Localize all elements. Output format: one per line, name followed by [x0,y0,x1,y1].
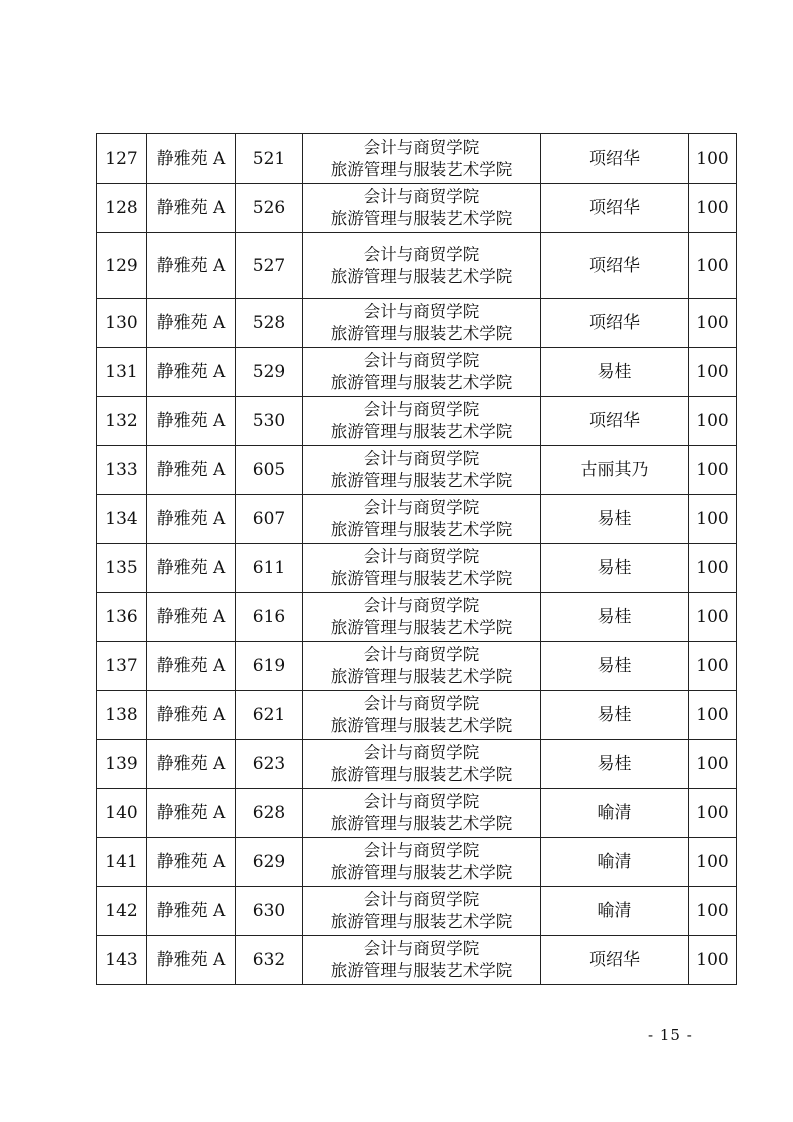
room-cell: 632 [236,936,303,985]
row-number-cell: 129 [97,233,147,299]
table-row [97,397,737,446]
college-name-line1: 会计与商贸学院 [363,694,480,713]
teacher-cell: 易桂 [541,593,689,642]
teacher-cell: 易桂 [541,348,689,397]
college-name-line2: 旅游管理与服装艺术学院 [330,961,513,980]
college-cell [303,299,541,348]
table-row [97,544,737,593]
room-cell: 521 [236,134,303,184]
college-cell [303,740,541,789]
score-cell: 100 [689,184,737,233]
college-cell [303,936,541,985]
building-cell: 静雅苑 A [147,838,236,887]
table-body [97,134,737,985]
college-name-line1: 会计与商贸学院 [363,449,480,468]
college-name-line1: 会计与商贸学院 [363,743,480,762]
college-name-line2: 旅游管理与服装艺术学院 [330,520,513,539]
room-cell: 629 [236,838,303,887]
score-cell: 100 [689,789,737,838]
college-name-line1: 会计与商贸学院 [363,792,480,811]
college-cell [303,184,541,233]
row-number-cell: 142 [97,887,147,936]
college-name-line2: 旅游管理与服装艺术学院 [330,324,513,343]
college-cell [303,544,541,593]
score-cell: 100 [689,233,737,299]
table-row [97,936,737,985]
college-name-line1: 会计与商贸学院 [363,645,480,664]
row-number-cell: 134 [97,495,147,544]
college-name-line2: 旅游管理与服装艺术学院 [330,618,513,637]
building-cell: 静雅苑 A [147,740,236,789]
college-cell [303,134,541,184]
college-name-line1: 会计与商贸学院 [363,841,480,860]
teacher-cell: 易桂 [541,740,689,789]
table-row [97,184,737,233]
row-number-cell: 140 [97,789,147,838]
table-row [97,593,737,642]
teacher-cell: 古丽其乃 [541,446,689,495]
row-number-cell: 139 [97,740,147,789]
score-cell: 100 [689,887,737,936]
score-cell: 100 [689,134,737,184]
table-row [97,233,737,299]
college-cell [303,838,541,887]
room-cell: 611 [236,544,303,593]
college-name-line2: 旅游管理与服装艺术学院 [330,716,513,735]
row-number-cell: 138 [97,691,147,740]
college-name-line1: 会计与商贸学院 [363,596,480,615]
page-number: - 15 - [648,1026,693,1044]
score-cell: 100 [689,495,737,544]
teacher-cell: 项绍华 [541,299,689,348]
teacher-cell: 喻清 [541,789,689,838]
college-cell [303,887,541,936]
college-name-line2: 旅游管理与服装艺术学院 [330,765,513,784]
room-cell: 529 [236,348,303,397]
teacher-cell: 项绍华 [541,134,689,184]
row-number-cell: 127 [97,134,147,184]
college-name-line2: 旅游管理与服装艺术学院 [330,159,513,179]
dormitory-score-table [96,133,737,985]
building-cell: 静雅苑 A [147,495,236,544]
teacher-cell: 喻清 [541,838,689,887]
score-cell: 100 [689,593,737,642]
score-cell: 100 [689,348,737,397]
teacher-cell: 易桂 [541,495,689,544]
row-number-cell: 131 [97,348,147,397]
table-row [97,789,737,838]
college-name-line2: 旅游管理与服装艺术学院 [330,266,513,286]
building-cell: 静雅苑 A [147,789,236,838]
teacher-cell: 易桂 [541,691,689,740]
college-name-line2: 旅游管理与服装艺术学院 [330,667,513,686]
college-name-line1: 会计与商贸学院 [363,498,480,517]
table-row [97,495,737,544]
score-cell: 100 [689,642,737,691]
college-name-line2: 旅游管理与服装艺术学院 [330,569,513,588]
building-cell: 静雅苑 A [147,233,236,299]
teacher-cell: 易桂 [541,544,689,593]
college-name-line2: 旅游管理与服装艺术学院 [330,912,513,931]
score-cell: 100 [689,740,737,789]
room-cell: 605 [236,446,303,495]
teacher-cell: 项绍华 [541,936,689,985]
building-cell: 静雅苑 A [147,544,236,593]
building-cell: 静雅苑 A [147,936,236,985]
teacher-cell: 项绍华 [541,233,689,299]
row-number-cell: 128 [97,184,147,233]
score-cell: 100 [689,544,737,593]
row-number-cell: 133 [97,446,147,495]
room-cell: 616 [236,593,303,642]
building-cell: 静雅苑 A [147,593,236,642]
row-number-cell: 136 [97,593,147,642]
score-cell: 100 [689,936,737,985]
score-cell: 100 [689,691,737,740]
teacher-cell: 项绍华 [541,184,689,233]
teacher-cell: 喻清 [541,887,689,936]
college-cell [303,233,541,299]
college-name-line2: 旅游管理与服装艺术学院 [330,209,513,228]
room-cell: 607 [236,495,303,544]
college-name-line1: 会计与商贸学院 [363,137,480,157]
college-name-line2: 旅游管理与服装艺术学院 [330,863,513,882]
room-cell: 528 [236,299,303,348]
building-cell: 静雅苑 A [147,299,236,348]
row-number-cell: 132 [97,397,147,446]
table-row [97,691,737,740]
room-cell: 621 [236,691,303,740]
college-cell [303,348,541,397]
building-cell: 静雅苑 A [147,691,236,740]
college-name-line1: 会计与商贸学院 [363,939,480,958]
college-name-line1: 会计与商贸学院 [363,244,480,264]
score-cell: 100 [689,838,737,887]
table-row [97,887,737,936]
college-name-line1: 会计与商贸学院 [363,400,480,419]
college-name-line2: 旅游管理与服装艺术学院 [330,471,513,490]
row-number-cell: 141 [97,838,147,887]
room-cell: 527 [236,233,303,299]
college-name-line1: 会计与商贸学院 [363,351,480,370]
college-name-line2: 旅游管理与服装艺术学院 [330,422,513,441]
college-name-line2: 旅游管理与服装艺术学院 [330,814,513,833]
building-cell: 静雅苑 A [147,642,236,691]
table-row [97,838,737,887]
score-cell: 100 [689,397,737,446]
building-cell: 静雅苑 A [147,887,236,936]
table-row [97,642,737,691]
college-cell [303,789,541,838]
college-cell [303,495,541,544]
room-cell: 623 [236,740,303,789]
score-cell: 100 [689,446,737,495]
table-row [97,134,737,184]
room-cell: 526 [236,184,303,233]
row-number-cell: 137 [97,642,147,691]
college-name-line1: 会计与商贸学院 [363,547,480,566]
building-cell: 静雅苑 A [147,184,236,233]
teacher-cell: 易桂 [541,642,689,691]
building-cell: 静雅苑 A [147,397,236,446]
college-name-line1: 会计与商贸学院 [363,890,480,909]
building-cell: 静雅苑 A [147,348,236,397]
row-number-cell: 130 [97,299,147,348]
building-cell: 静雅苑 A [147,134,236,184]
room-cell: 630 [236,887,303,936]
table-row [97,446,737,495]
row-number-cell: 143 [97,936,147,985]
table-row [97,299,737,348]
college-cell [303,397,541,446]
room-cell: 628 [236,789,303,838]
college-cell [303,642,541,691]
room-cell: 619 [236,642,303,691]
college-name-line1: 会计与商贸学院 [363,302,480,321]
building-cell: 静雅苑 A [147,446,236,495]
college-name-line1: 会计与商贸学院 [363,187,480,206]
college-cell [303,446,541,495]
table-row [97,348,737,397]
college-cell [303,593,541,642]
score-cell: 100 [689,299,737,348]
room-cell: 530 [236,397,303,446]
college-cell [303,691,541,740]
table-row [97,740,737,789]
teacher-cell: 项绍华 [541,397,689,446]
college-name-line2: 旅游管理与服装艺术学院 [330,373,513,392]
row-number-cell: 135 [97,544,147,593]
